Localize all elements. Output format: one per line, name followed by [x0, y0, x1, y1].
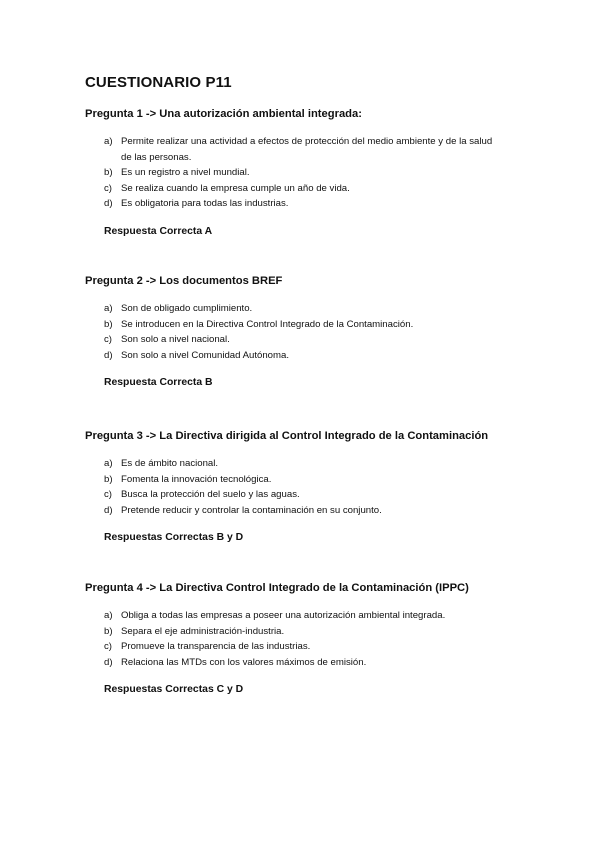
- option-item: [85, 301, 555, 317]
- option-letter: a): [104, 458, 113, 469]
- option-item: [85, 456, 555, 472]
- option-letter: b): [104, 625, 113, 637]
- option-item: [85, 348, 555, 364]
- option-letter: c): [104, 182, 112, 194]
- correct-answer: Respuestas Correctas B y D: [104, 532, 244, 543]
- option-text: Busca la protección del suelo y las aguas.: [121, 489, 300, 500]
- option-list: [85, 134, 555, 212]
- option-letter: c): [104, 489, 112, 500]
- option-item: [85, 487, 555, 503]
- question-block: [85, 429, 555, 545]
- option-item: [85, 472, 555, 488]
- option-list: [85, 301, 555, 363]
- option-letter: d): [104, 198, 113, 209]
- question-heading: Pregunta 1 -> Una autorización ambiental integrada:: [85, 108, 362, 120]
- option-letter: a): [104, 136, 113, 147]
- option-item: [85, 196, 555, 212]
- option-item: [85, 134, 555, 165]
- option-letter: d): [104, 504, 113, 516]
- option-text: Promueve la transparencia de las industrias.: [121, 641, 311, 652]
- option-text: Obliga a todas las empresas a poseer una autorización ambiental integrada.: [121, 610, 446, 621]
- option-text: Es un registro a nivel mundial.: [121, 167, 250, 178]
- option-text: Fomenta la innovación tecnológica.: [121, 473, 272, 485]
- option-item: [85, 639, 555, 655]
- correct-answer: Respuestas Correctas C y D: [104, 684, 244, 695]
- option-item: [85, 317, 555, 333]
- question-block: [85, 107, 555, 239]
- option-letter: b): [104, 167, 113, 178]
- question-block: [85, 274, 555, 390]
- option-text: Separa el eje administración-industria.: [121, 625, 285, 637]
- option-list: [85, 456, 555, 518]
- option-item: [85, 608, 555, 624]
- option-text: Pretende reducir y controlar la contaminación en su conjunto.: [121, 504, 382, 516]
- option-text: Se realiza cuando la empresa cumple un año de vida.: [121, 182, 350, 194]
- option-text: Son solo a nivel nacional.: [121, 334, 230, 345]
- option-item: [85, 624, 555, 640]
- option-item: [85, 181, 555, 197]
- option-item: [85, 655, 555, 671]
- correct-answer: Respuesta Correcta B: [104, 377, 213, 388]
- option-text: Son de obligado cumplimiento.: [121, 303, 253, 314]
- question-block: [85, 581, 555, 697]
- option-text: Son solo a nivel Comunidad Autónoma.: [121, 349, 289, 361]
- correct-answer: Respuesta Correcta A: [104, 225, 213, 237]
- question-heading: Pregunta 2 -> Los documentos BREF: [85, 275, 283, 287]
- option-item: [85, 503, 555, 519]
- question-heading: Pregunta 3 -> La Directiva dirigida al Control Integrado de la Contaminación: [85, 430, 489, 442]
- option-text: Es de ámbito nacional.: [121, 458, 219, 469]
- option-text: Se introducen en la Directiva Control Integrado de la Contaminación.: [121, 318, 414, 330]
- option-text: Relaciona las MTDs con los valores máximos de emisión.: [121, 656, 367, 668]
- option-text: Es obligatoria para todas las industrias.: [121, 198, 289, 209]
- option-letter: a): [104, 610, 113, 621]
- option-letter: c): [104, 334, 112, 345]
- option-text: Permite realizar una actividad a efectos de protección del medio ambiente y de la salud de las personas.: [121, 136, 493, 163]
- option-letter: b): [104, 318, 113, 330]
- option-letter: d): [104, 349, 113, 361]
- option-item: [85, 165, 555, 181]
- option-letter: b): [104, 473, 113, 485]
- option-letter: d): [104, 656, 113, 668]
- question-heading: Pregunta 4 -> La Directiva Control Integrado de la Contaminación (IPPC): [85, 582, 469, 594]
- option-item: [85, 332, 555, 348]
- option-list: [85, 608, 555, 670]
- option-letter: c): [104, 641, 112, 652]
- document-title: CUESTIONARIO P11: [85, 74, 232, 91]
- option-letter: a): [104, 303, 113, 314]
